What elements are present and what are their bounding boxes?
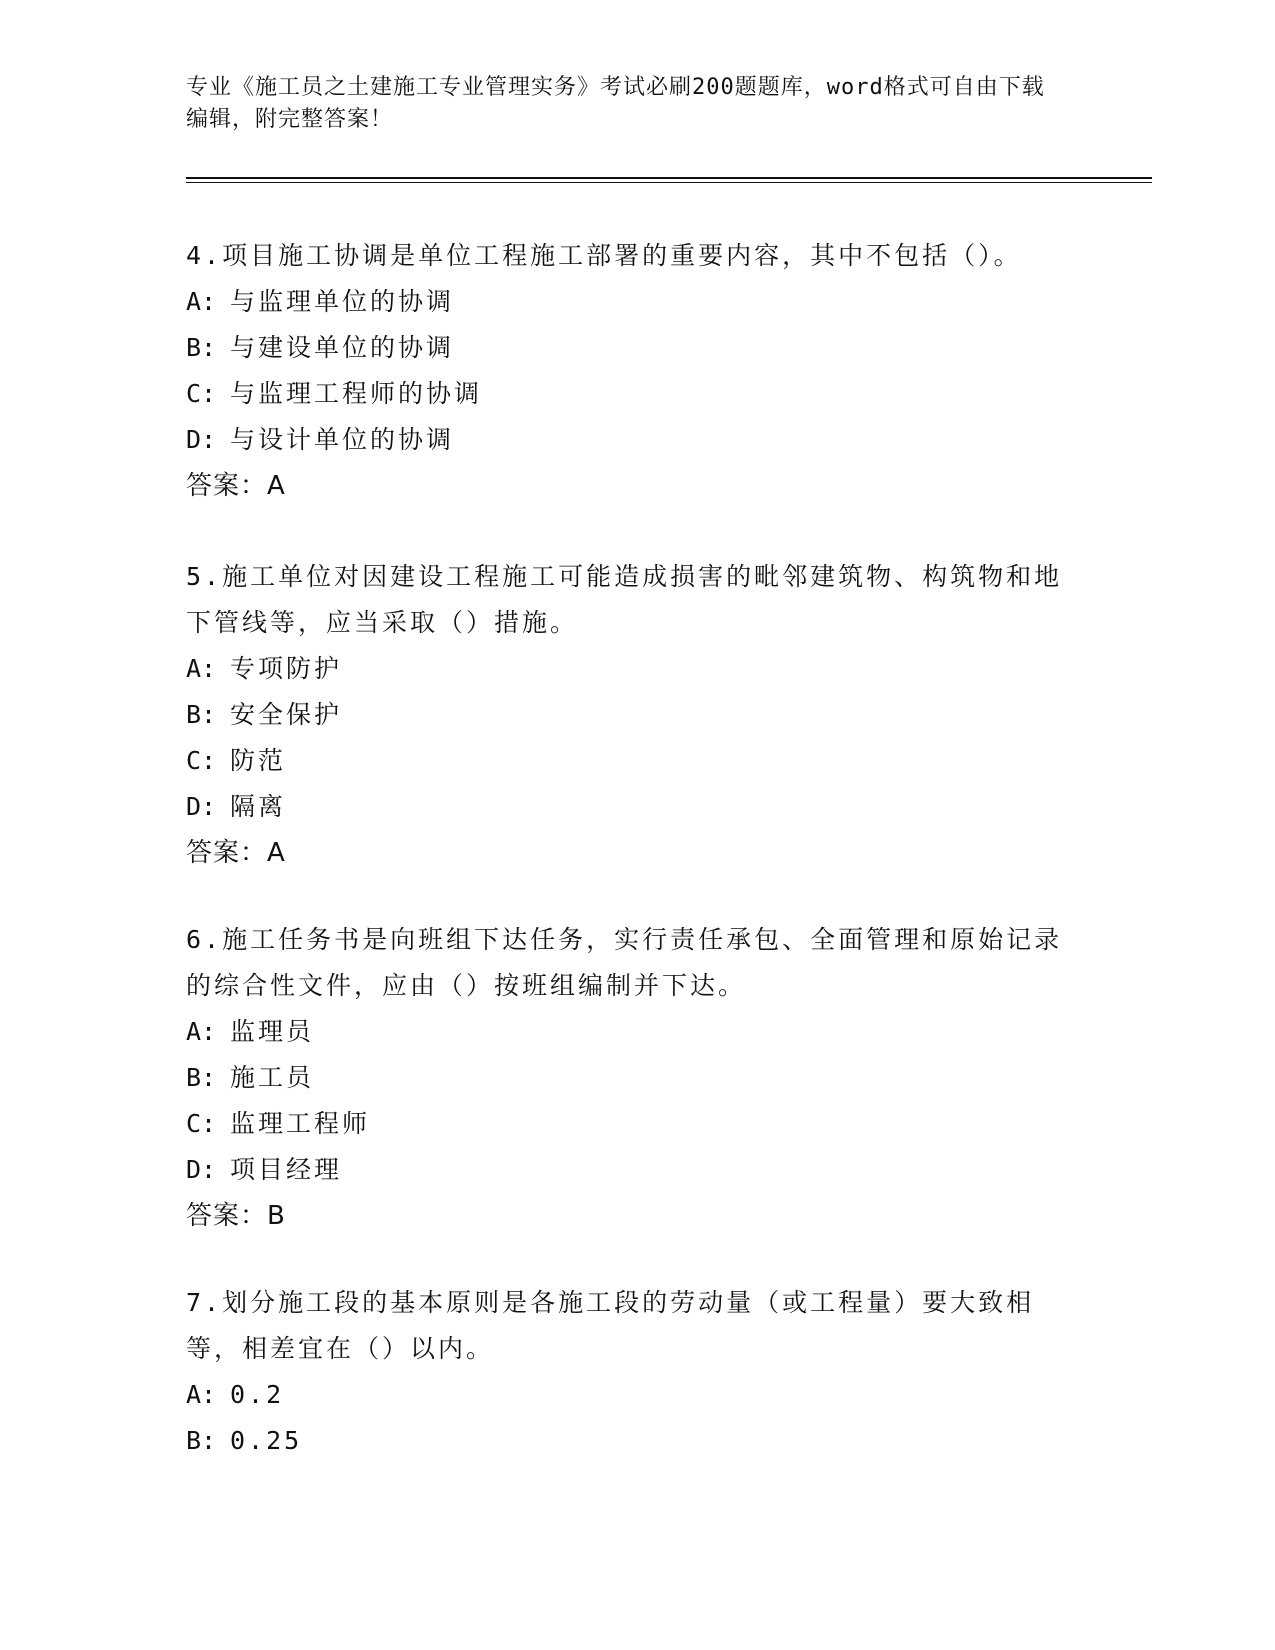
option-text: 监理工程师 — [230, 1109, 371, 1138]
option-b — [186, 1418, 1066, 1464]
option-key: B: — [186, 1426, 217, 1455]
option-text: 隔离 — [230, 792, 287, 821]
header-rule-thick — [186, 177, 1152, 179]
option-text: 监理员 — [230, 1017, 315, 1046]
question-6 — [186, 917, 1066, 1239]
option-key: C: — [186, 1109, 217, 1138]
option-b — [186, 1055, 1066, 1101]
option-text: 0.2 — [230, 1380, 285, 1409]
header-rule-thin — [186, 182, 1152, 183]
option-text: 项目经理 — [230, 1155, 343, 1184]
option-text: 与监理单位的协调 — [230, 287, 455, 316]
question-stem: 6.施工任务书是向班组下达任务，实行责任承包、全面管理和原始记录的综合性文件，应由（）按班组编制并下达。 — [186, 925, 1063, 1000]
option-a — [186, 646, 1066, 692]
option-key: B: — [186, 333, 217, 362]
option-a — [186, 1372, 1066, 1418]
question-stem: 5.施工单位对因建设工程施工可能造成损害的毗邻建筑物、构筑物和地下管线等，应当采取（）措施。 — [186, 562, 1063, 637]
question-7 — [186, 1280, 1066, 1464]
answer-line: 答案：A — [186, 471, 286, 501]
document-header: 专业《施工员之土建施工专业管理实务》考试必刷200题题库，word格式可自由下载编辑，附完整答案！ — [186, 75, 1045, 132]
option-key: D: — [186, 792, 217, 821]
question-4 — [186, 233, 1066, 509]
option-text: 与建设单位的协调 — [230, 333, 455, 362]
answer-line: 答案：A — [186, 838, 286, 868]
option-text: 施工员 — [230, 1063, 315, 1092]
option-key: D: — [186, 425, 217, 454]
option-b — [186, 325, 1066, 371]
option-key: A: — [186, 1380, 217, 1409]
option-c — [186, 738, 1066, 784]
option-key: D: — [186, 1155, 217, 1184]
option-text: 与设计单位的协调 — [230, 425, 455, 454]
option-text: 专项防护 — [230, 654, 343, 683]
option-d — [186, 1147, 1066, 1193]
option-c — [186, 1101, 1066, 1147]
option-text: 安全保护 — [230, 700, 343, 729]
option-a — [186, 1009, 1066, 1055]
option-key: C: — [186, 746, 217, 775]
question-stem: 4.项目施工协调是单位工程施工部署的重要内容，其中不包括（）。 — [186, 241, 1022, 270]
option-text: 0.25 — [230, 1426, 303, 1455]
option-key: B: — [186, 1063, 217, 1092]
question-stem: 7.划分施工段的基本原则是各施工段的劳动量（或工程量）要大致相等，相差宜在（）以内。 — [186, 1288, 1035, 1363]
option-key: A: — [186, 287, 217, 316]
option-text: 防范 — [230, 746, 287, 775]
answer-line: 答案：B — [186, 1201, 286, 1231]
option-d — [186, 784, 1066, 830]
option-c — [186, 371, 1066, 417]
option-key: A: — [186, 1017, 217, 1046]
option-b — [186, 692, 1066, 738]
option-key: B: — [186, 700, 217, 729]
option-key: A: — [186, 654, 217, 683]
option-d — [186, 417, 1066, 463]
option-a — [186, 279, 1066, 325]
option-text: 与监理工程师的协调 — [230, 379, 483, 408]
option-key: C: — [186, 379, 217, 408]
question-5 — [186, 554, 1066, 876]
